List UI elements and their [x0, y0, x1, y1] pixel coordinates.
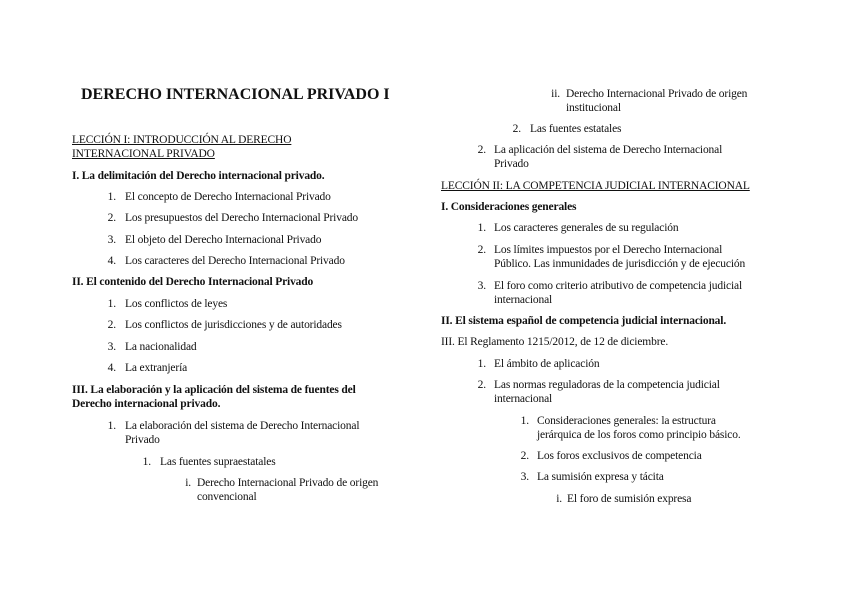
lesson-1-heading-line-2: INTERNACIONAL PRIVADO — [72, 148, 215, 160]
list-number: 2. — [520, 450, 529, 462]
list-text-line-2: convencional — [197, 491, 257, 503]
list-number: 2. — [477, 144, 486, 156]
list-text: El objeto del Derecho Internacional Privado — [125, 234, 322, 246]
list-text: Los foros exclusivos de competencia — [537, 450, 702, 462]
section-heading-line-2: Derecho internacional privado. — [72, 398, 221, 410]
list-number: 1. — [107, 298, 116, 310]
list-number: i. — [185, 477, 191, 489]
list-text: Los caracteres generales de su regulación — [494, 222, 679, 234]
list-text: Los conflictos de leyes — [125, 298, 228, 310]
list-number: 2. — [477, 244, 486, 256]
list-number: ii. — [551, 88, 560, 100]
list-text-line-2: internacional — [494, 294, 553, 306]
list-number: 3. — [477, 280, 486, 292]
list-text: Los caracteres del Derecho Internacional Privado — [125, 255, 345, 267]
list-text-line-2: Público. Las inmunidades de jurisdicción y de ejecución — [494, 258, 746, 270]
list-text: La nacionalidad — [125, 341, 197, 353]
list-text-line-1: Los límites impuestos por el Derecho Internacional — [494, 244, 723, 256]
list-text: Las fuentes supraestatales — [160, 456, 276, 468]
list-text-line-1: Derecho Internacional Privado de origen — [197, 477, 379, 489]
list-text: Las fuentes estatales — [530, 123, 622, 135]
page-title: DERECHO INTERNACIONAL PRIVADO I — [81, 86, 390, 103]
list-number: i. — [556, 493, 562, 505]
list-number: 3. — [107, 234, 116, 246]
list-number: 1. — [477, 222, 486, 234]
list-number: 1. — [107, 420, 116, 432]
list-number: 2. — [512, 123, 521, 135]
list-text-line-1: La aplicación del sistema de Derecho Internacional — [494, 144, 723, 156]
list-text-line-2: Privado — [125, 434, 160, 446]
list-text-line-2: Privado — [494, 158, 529, 170]
section-heading: II. El sistema español de competencia judicial internacional. — [441, 315, 727, 327]
lesson-1-heading-line-1: LECCIÓN I: INTRODUCCIÓN AL DERECHO — [72, 134, 292, 146]
list-text: La extranjería — [125, 362, 188, 374]
list-number: 4. — [107, 362, 116, 374]
list-number: 2. — [107, 319, 116, 331]
section-heading: II. El contenido del Derecho Internacional Privado — [72, 276, 314, 288]
section-heading: I. Consideraciones generales — [441, 201, 577, 213]
section-heading: III. El Reglamento 1215/2012, de 12 de diciembre. — [441, 336, 669, 348]
list-number: 1. — [142, 456, 151, 468]
list-text: El concepto de Derecho Internacional Privado — [125, 191, 331, 203]
list-text-line-1: Derecho Internacional Privado de origen — [566, 88, 748, 100]
list-text-line-1: El foro como criterio atributivo de competencia judicial — [494, 280, 743, 292]
list-number: 2. — [107, 212, 116, 224]
list-number: 1. — [520, 415, 529, 427]
list-text-line-1: Consideraciones generales: la estructura — [537, 415, 716, 427]
list-number: 3. — [107, 341, 116, 353]
list-number: 1. — [107, 191, 116, 203]
list-text-line-2: jerárquica de los foros como principio básico. — [537, 429, 741, 441]
section-heading: I. La delimitación del Derecho internacional privado. — [72, 170, 325, 182]
list-text: El ámbito de aplicación — [494, 358, 600, 370]
section-heading-line-1: III. La elaboración y la aplicación del sistema de fuentes del — [72, 384, 356, 396]
list-number: 1. — [477, 358, 486, 370]
list-text-line-1: La elaboración del sistema de Derecho Internacional — [125, 420, 360, 432]
list-text: Los presupuestos del Derecho Internacional Privado — [125, 212, 358, 224]
list-text-line-2: internacional — [494, 393, 553, 405]
list-number: 4. — [107, 255, 116, 267]
list-number: 2. — [477, 379, 486, 391]
lesson-2-heading: LECCIÓN II: LA COMPETENCIA JUDICIAL INTERNACIONAL — [441, 180, 750, 192]
list-text-line-1: Las normas reguladoras de la competencia judicial — [494, 379, 720, 391]
list-number: 3. — [520, 471, 529, 483]
list-text: La sumisión expresa y tácita — [537, 471, 664, 483]
list-text: El foro de sumisión expresa — [567, 493, 692, 505]
list-text-line-2: institucional — [566, 102, 621, 114]
list-text: Los conflictos de jurisdicciones y de autoridades — [125, 319, 342, 331]
